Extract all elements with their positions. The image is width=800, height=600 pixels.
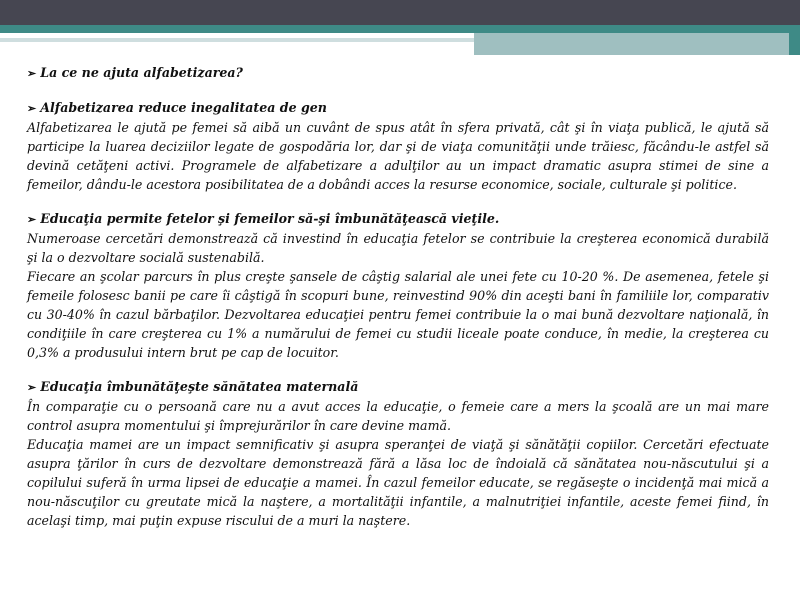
section-heading: ➢ La ce ne ajuta alfabetizarea? bbox=[27, 65, 243, 80]
left-accent-strip bbox=[0, 38, 474, 42]
section-heading: ➢ Educaţia îmbunătăţeşte sănătatea maternală bbox=[27, 379, 359, 394]
slide-content bbox=[27, 63, 769, 530]
right-accent-block bbox=[474, 33, 800, 55]
section-paragraph: Educaţia mamei are un impact semnificativ şi asupra speranţei de viaţă şi sănătăţii copiilor. Cercetări efectuate asupra ţărilor în curs de dezvoltare demonstrează fără a lăsa loc de îndoială că sănătatea nou-născutului şi a copilului suferă în urma lipsei de educaţie a mamei. În cazul femeilor educate, se regăseşte o incidenţă mai mică a nou-născuţilor cu greutate mică la naştere, a mortalităţii infantile, a malnutriţiei infantile, aceste femei fiind, în acelaşi timp, mai puţin expuse riscului de a muri la naştere. bbox=[27, 437, 769, 528]
section-paragraph: În comparaţie cu o persoană care nu a avut acces la educaţie, o femeie care a mers la şcoală are un mai mare control asupra momentului şi împrejurărilor în care devine mamă. bbox=[27, 399, 769, 433]
teal-accent-line bbox=[0, 25, 800, 33]
section-heading: ➢ Alfabetizarea reduce inegalitatea de gen bbox=[27, 100, 327, 115]
title-band bbox=[0, 0, 800, 25]
arrow-bullet-icon: ➢ bbox=[27, 102, 37, 115]
section-paragraph: Alfabetizarea le ajută pe femei să aibă un cuvânt de spus atât în sfera privată, cât şi în viaţa publică, le ajută să participe la luarea deciziilor legate de gospodăria lor, dar şi de viaţa comunităţii unde trăiesc, făcându-le astfel să devină cetăţeni activi. Programele de alfabetizare a adulţilor au un impact dramatic asupra stimei de sine a femeilor, dându-le acestora posibilitatea de a dobândi acces la resurse economice, sociale, culturale şi politice. bbox=[27, 120, 769, 192]
right-edge-accent bbox=[789, 33, 800, 55]
arrow-bullet-icon: ➢ bbox=[27, 67, 37, 80]
section-paragraph: Fiecare an şcolar parcurs în plus creşte şansele de câştig salarial ale unei fete cu 10-20 %. De asemenea, fetele şi femeile folosesc banii pe care îi câştigă în scopuri bune, reinvestind 90% din aceşti bani în familiile lor, comparativ cu 30-40% în cazul bărbaţilor. Dezvoltarea educaţiei pentru femei contribuie la o mai bună dezvoltare naţională, în condiţiile în care creşterea cu 1% a numărului de femei cu studii liceale poate conduce, în medie, la creşterea cu 0,3% a produsului intern brut pe cap de locuitor. bbox=[27, 269, 769, 360]
arrow-bullet-icon: ➢ bbox=[27, 381, 37, 394]
section-heading: ➢ Educaţia permite fetelor şi femeilor să-şi îmbunătăţească vieţile. bbox=[27, 211, 500, 226]
arrow-bullet-icon: ➢ bbox=[27, 213, 37, 226]
section-paragraph: Numeroase cercetări demonstrează că investind în educaţia fetelor se contribuie la creşterea economică durabilă şi la o dezvoltare socială sustenabilă. bbox=[27, 231, 769, 265]
